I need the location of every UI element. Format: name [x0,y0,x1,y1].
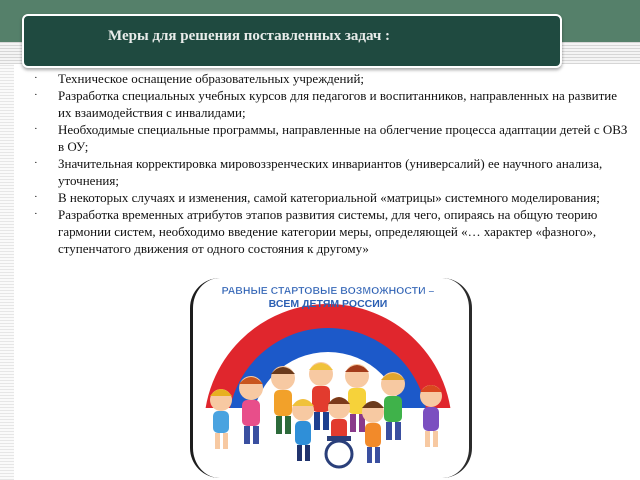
wheelchair-icon [326,441,352,467]
slide-title: Меры для решения поставленных задач : [108,28,391,44]
bullet-mark: · [34,89,38,101]
child-figure [345,364,369,432]
bullet-mark: · [34,123,38,135]
list-item [28,189,632,206]
child-figure [420,385,442,447]
child-figure [239,376,263,444]
bullet-text: Техническое оснащение образовательных учреждений; [58,71,365,86]
list-item [28,87,632,121]
bullet-mark: · [34,191,38,203]
child-figure [271,366,295,434]
bullet-text: В некоторых случаях и изменения, самой категориальной «матрицы» системного моделирования; [58,190,600,205]
bullet-text: Разработка временных атрибутов этапов развития системы, для чего, опираясь на общую теорию гармонии систем, необходимо введение категории меры, определяющей «… характер «фазного», ступенчатого движения от одного состояния к другому» [58,207,598,256]
bullet-list [28,70,632,257]
side-stripes [0,64,14,480]
child-figure [210,389,232,449]
illustration-children [190,278,472,478]
illustration-svg [193,278,463,478]
list-item [28,206,632,257]
bullet-text: Необходимые специальные программы, направленные на облегчение процесса адаптации детей с ОВЗ в ОУ; [58,122,628,154]
bullet-mark: · [34,157,38,169]
bullet-text: Разработка специальных учебных курсов для педагогов и воспитанников, направленных на развитие их взаимодействия с инвалидами; [58,88,617,120]
child-figure [292,399,314,461]
title-bar [22,14,562,68]
list-item [28,121,632,155]
bullet-mark: · [34,208,38,220]
list-item [28,155,632,189]
banner-line-2: ВСЕМ ДЕТЯМ РОССИИ [268,298,388,310]
bullet-text: Значительная корректировка мировоззренческих инвариантов (универсалий) ее научного анализа, уточнения; [58,156,603,188]
child-figure [381,372,405,440]
bullet-mark: · [34,72,38,84]
wheelchair-child [326,397,352,467]
banner-line-1: РАВНЫЕ СТАРТОВЫЕ ВОЗМОЖНОСТИ – [221,285,435,297]
child-figure [309,362,333,430]
child-figure [362,401,384,463]
list-item [28,70,632,87]
